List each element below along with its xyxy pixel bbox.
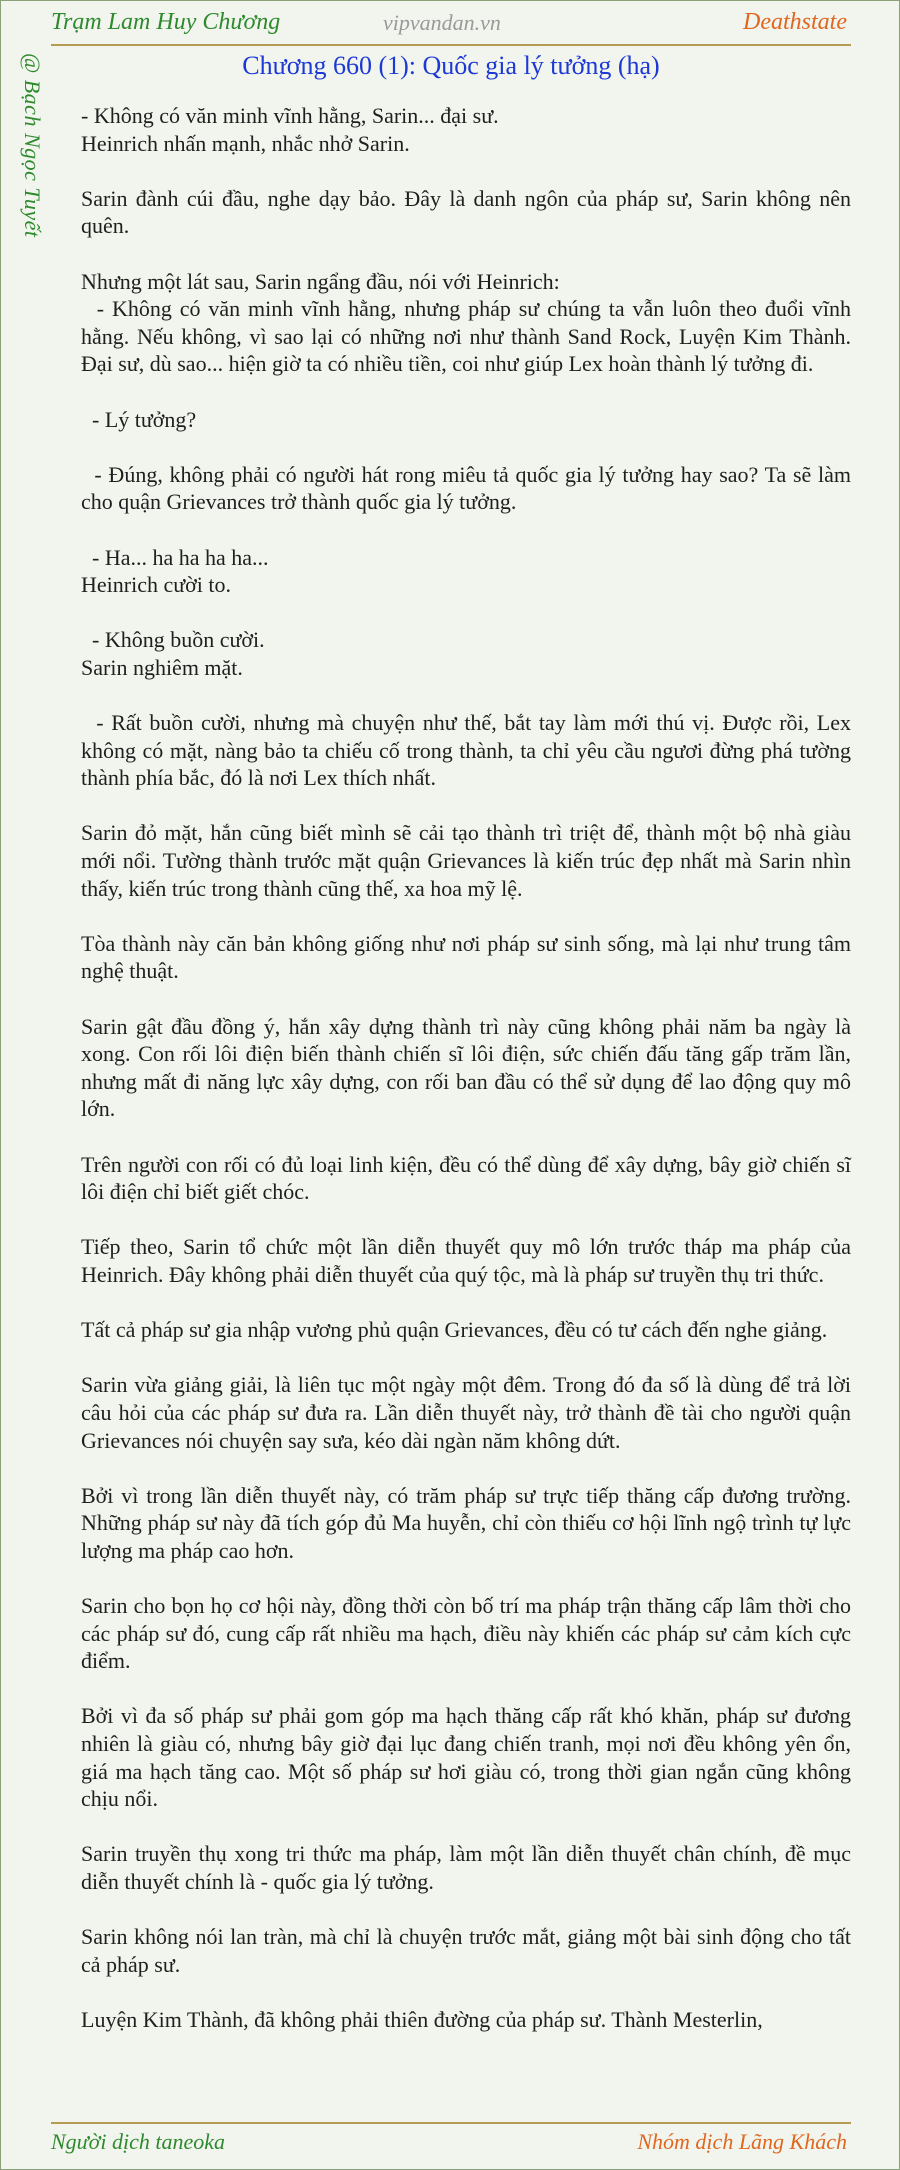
paragraph: Tiếp theo, Sarin tổ chức một lần diễn thuyết quy mô lớn trước tháp ma pháp của Heinrich. Đây không phải diễn thuyết của quý tộc, mà là pháp sư truyền thụ tri thức. [81,1234,857,1287]
paragraph: Bởi vì trong lần diễn thuyết này, có trăm pháp sư trực tiếp thăng cấp đương trường. Những pháp sư này đã tích góp đủ Ma huyễn, chỉ còn thiếu cơ hội lĩnh ngộ trình tự lực lượng ma pháp cao hơn. [81,1482,857,1563]
paragraph: Luyện Kim Thành, đã không phải thiên đường của pháp sư. Thành Mesterlin, [81,2006,763,2032]
paragraph: Sarin vừa giảng giải, là liên tục một ngày một đêm. Trong đó đa số là dùng để trả lời câu hỏi của các pháp sư đưa ra. Lần diễn thuyết này, trở thành đề tài cho người quận Grievances nói chuyện say sưa, kéo dài ngàn năm không dứt. [81,1372,857,1453]
paragraph: - Không có văn minh vĩnh hằng, Sarin... đại sư. Heinrich nhấn mạnh, nhắc nhở Sarin. [81,103,499,156]
translator-credit: Người dịch taneoka [51,2129,226,2154]
paragraph: - Rất buồn cười, nhưng mà chuyện như thế, bắt tay làm mới thú vị. Được rồi, Lex không có mặt, nàng bảo ta chiếu cố trong thành, ta chỉ yêu cầu ngươi đừng phá tường thành phía bắc, đó là nơi Lex thích nhất. [81,710,857,791]
author-name: Deathstate [743,9,847,35]
chapter-body [81,102,857,2034]
paragraph: - Không buồn cười. Sarin nghiêm mặt. [81,627,265,680]
paragraph: Tất cả pháp sư gia nhập vương phủ quận Grievances, đều có tư cách đến nghe giảng. [81,1317,828,1343]
footer-divider [51,2122,851,2124]
book-title: Trạm Lam Huy Chương [51,9,281,35]
paragraph: Bởi vì đa số pháp sư phải gom góp ma hạch thăng cấp rất khó khăn, pháp sư đương nhiên là giàu có, nhưng bây giờ đại lục đang chiến tranh, mọi nơi đều không yên ổn, giá ma hạch tăng cao. Một số pháp sư hơi giàu có, trong thời gian ngắn cũng không chịu nổi. [81,1703,857,1812]
paragraph: Trên người con rối có đủ loại linh kiện, đều có thể dùng để xây dựng, bây giờ chiến sĩ lôi điện chỉ biết giết chóc. [81,1151,857,1205]
paragraph: - Lý tưởng? [81,406,197,432]
group-credit: Nhóm dịch Lãng Khách [637,2129,847,2154]
paragraph: Sarin không nói lan tràn, mà chỉ là chuyện trước mắt, giảng một bài sinh động cho tất cả pháp sư. [81,1924,857,1977]
paragraph: Sarin gật đầu đồng ý, hắn xây dựng thành trì này cũng không phải năm ba ngày là xong. Con rối lôi điện biến thành chiến sĩ lôi điện, sức chiến đấu tăng gấp trăm lần, nhưng mất đi năng lực xây dựng, con rối ban đầu có thể sử dụng để lao động quy mô lớn. [81,1013,857,1122]
paragraph: Sarin truyền thụ xong tri thức ma pháp, làm một lần diễn thuyết chân chính, đề mục diễn thuyết chính là - quốc gia lý tưởng. [81,1841,857,1894]
watermark: @ Bạch Ngọc Tuyết [20,53,45,238]
header-divider [51,44,851,46]
paragraph: Nhưng một lát sau, Sarin ngẩng đầu, nói với Heinrich: - Không có văn minh vĩnh hằng, nhưng pháp sư chúng ta vẫn luôn theo đuổi vĩnh hằng. Nếu không, vì sao lại có những nơi như thành Sand Rock, Luyện Kim Thành. Đại sư, dù sao... hiện giờ ta có nhiều tiền, coi như giúp Lex hoàn thành lý tưởng đi. [81,268,852,377]
paragraph: Sarin đỏ mặt, hắn cũng biết mình sẽ cải tạo thành trì triệt để, thành một bộ nhà giàu mới nổi. Tường thành trước mặt quận Grievances là kiến trúc đẹp nhất mà Sarin nhìn thấy, kiến trúc trong thành cũng thế, xa hoa mỹ lệ. [81,820,857,901]
paragraph: - Ha... ha ha ha ha... Heinrich cười to. [81,544,269,598]
paragraph: Sarin cho bọn họ cơ hội này, đồng thời còn bố trí ma pháp trận thăng cấp lâm thời cho các pháp sư đó, cung cấp rất nhiều ma hạch, điều này khiến các pháp sư cảm kích cực điểm. [81,1593,857,1674]
chapter-title: Chương 660 (1): Quốc gia lý tưởng (hạ) [242,51,660,80]
paragraph: - Đúng, không phải có người hát rong miêu tả quốc gia lý tưởng hay sao? Ta sẽ làm cho quận Grievances trở thành quốc gia lý tưởng. [81,461,857,515]
paragraph: Sarin đành cúi đầu, nghe dạy bảo. Đây là danh ngôn của pháp sư, Sarin không nên quên. [81,185,857,239]
paragraph: Tòa thành này căn bản không giống như nơi pháp sư sinh sống, mà lại như trung tâm nghệ thuật. [81,930,857,984]
site-name: vipvandan.vn [383,10,501,35]
